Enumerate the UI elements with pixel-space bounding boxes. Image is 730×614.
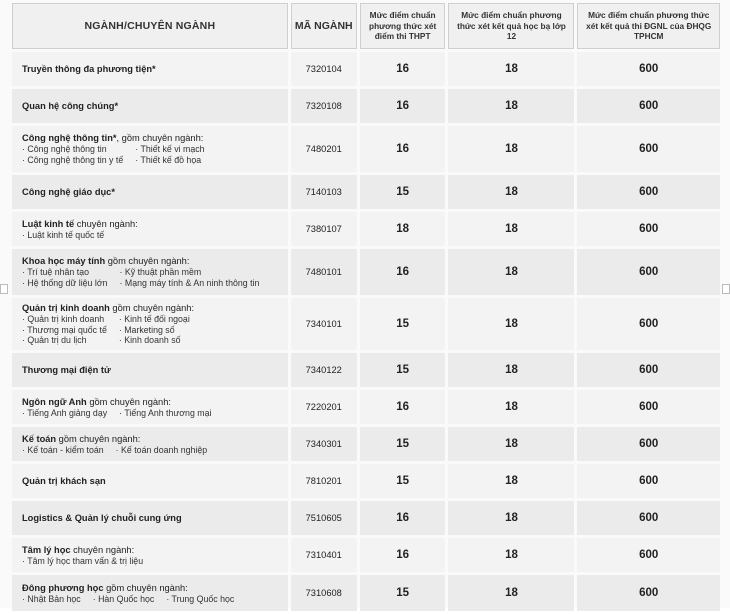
table-row <box>12 52 720 86</box>
score-thpt: 15 <box>360 353 446 387</box>
major-suffix: gồm chuyên ngành: <box>109 303 195 314</box>
specialization-list <box>22 445 288 456</box>
score-hocba: 18 <box>448 390 574 424</box>
specialization-list <box>22 556 288 567</box>
score-thpt: 16 <box>360 52 446 86</box>
table-row <box>12 538 720 572</box>
specialization-list <box>22 267 288 288</box>
major-code: 7480101 <box>291 249 357 295</box>
score-dgnl: 600 <box>577 52 720 86</box>
score-thpt: 16 <box>360 501 446 535</box>
header-code: MÃ NGÀNH <box>291 3 357 49</box>
header-major: NGÀNH/CHUYÊN NGÀNH <box>12 3 288 49</box>
table-row <box>12 126 720 172</box>
specialization-item: · Tâm lý học tham vấn & trị liệu <box>22 556 143 567</box>
major-title: Khoa học máy tính <box>22 256 106 267</box>
specialization-item: · Quản trị kinh doanh <box>22 314 107 325</box>
major-heading <box>22 132 288 144</box>
score-dgnl: 600 <box>577 175 720 209</box>
major-title: Kế toán <box>22 433 57 444</box>
score-dgnl: 600 <box>577 464 720 498</box>
score-hocba: 18 <box>448 538 574 572</box>
major-cell <box>12 175 288 209</box>
major-heading <box>22 364 288 376</box>
score-thpt: 15 <box>360 298 446 350</box>
major-title: Ngôn ngữ Anh <box>22 396 87 407</box>
specialization-item: · Công nghệ thông tin y tế <box>22 155 123 166</box>
major-title: Luật kinh tế <box>22 218 75 229</box>
major-cell <box>12 464 288 498</box>
specialization-item: · Công nghệ thông tin <box>22 144 123 155</box>
score-thpt: 16 <box>360 89 446 123</box>
major-title: Quản trị khách sạn <box>22 476 106 486</box>
header-row <box>12 3 720 49</box>
score-hocba: 18 <box>448 464 574 498</box>
major-code: 7810201 <box>291 464 357 498</box>
score-hocba: 18 <box>448 427 574 461</box>
specialization-item: · Hàn Quốc học <box>93 594 155 605</box>
specialization-item: · Nhật Bản học <box>22 594 81 605</box>
major-code: 7340122 <box>291 353 357 387</box>
major-cell <box>12 212 288 246</box>
score-thpt: 15 <box>360 175 446 209</box>
major-heading <box>22 218 288 230</box>
crop-handle-right <box>722 284 730 294</box>
table-row <box>12 249 720 295</box>
table-row <box>12 464 720 498</box>
specialization-item: · Trung Quốc học <box>166 594 234 605</box>
specialization-item: · Kỹ thuật phần mềm <box>120 267 260 278</box>
score-thpt: 16 <box>360 126 446 172</box>
specialization-list <box>22 408 288 419</box>
score-hocba: 18 <box>448 249 574 295</box>
major-cell <box>12 390 288 424</box>
specialization-item: · Tiếng Anh giảng dạy <box>22 408 107 419</box>
major-title: Công nghệ giáo dục* <box>22 187 115 197</box>
specialization-list <box>22 314 288 346</box>
score-thpt: 15 <box>360 464 446 498</box>
score-dgnl: 600 <box>577 89 720 123</box>
specialization-item: · Marketing số <box>119 325 190 336</box>
major-suffix: gồm chuyên ngành: <box>103 582 188 593</box>
specialization-item: · Tiếng Anh thương mại <box>119 408 211 419</box>
specialization-item: · Quản trị du lịch <box>22 335 107 346</box>
major-code: 7320108 <box>291 89 357 123</box>
major-suffix: chuyên ngành: <box>74 218 138 229</box>
major-cell <box>12 575 288 611</box>
score-hocba: 18 <box>448 52 574 86</box>
major-heading <box>22 255 288 267</box>
major-heading <box>22 100 288 112</box>
table-row <box>12 212 720 246</box>
table-row <box>12 575 720 611</box>
major-cell <box>12 427 288 461</box>
major-code: 7310401 <box>291 538 357 572</box>
score-dgnl: 600 <box>577 501 720 535</box>
major-heading <box>22 433 288 445</box>
major-code: 7140103 <box>291 175 357 209</box>
major-cell <box>12 501 288 535</box>
specialization-item: · Hệ thống dữ liệu lớn <box>22 278 108 289</box>
major-code: 7380107 <box>291 212 357 246</box>
score-hocba: 18 <box>448 89 574 123</box>
table-body <box>12 52 720 611</box>
specialization-item: · Kinh doanh số <box>119 335 190 346</box>
major-cell <box>12 52 288 86</box>
major-suffix: chuyên ngành: <box>70 544 135 555</box>
score-dgnl: 600 <box>577 538 720 572</box>
major-code: 7220201 <box>291 390 357 424</box>
score-thpt: 16 <box>360 249 446 295</box>
score-thpt: 16 <box>360 390 446 424</box>
major-title: Đông phương học <box>22 582 104 593</box>
major-heading <box>22 582 288 594</box>
score-thpt: 15 <box>360 575 446 611</box>
major-code: 7310608 <box>291 575 357 611</box>
major-title: Tâm lý học <box>22 544 71 555</box>
major-title: Truyền thông đa phương tiện* <box>22 64 156 74</box>
major-code: 7340301 <box>291 427 357 461</box>
score-dgnl: 600 <box>577 390 720 424</box>
major-cell <box>12 298 288 350</box>
major-cell <box>12 126 288 172</box>
major-title: Quản trị kinh doanh <box>22 303 110 314</box>
header-hocba: Mức điểm chuẩn phương thức xét kết quả học bạ lớp 12 <box>448 3 574 49</box>
score-thpt: 16 <box>360 538 446 572</box>
major-heading <box>22 302 288 314</box>
major-heading <box>22 544 288 556</box>
major-suffix: gồm chuyên ngành: <box>56 433 141 444</box>
major-cell <box>12 249 288 295</box>
specialization-list <box>22 594 288 605</box>
score-hocba: 18 <box>448 353 574 387</box>
score-dgnl: 600 <box>577 126 720 172</box>
specialization-item: · Mạng máy tính & An ninh thông tin <box>120 278 260 289</box>
score-dgnl: 600 <box>577 353 720 387</box>
major-title: Logistics & Quản lý chuỗi cung ứng <box>22 513 182 523</box>
score-dgnl: 600 <box>577 249 720 295</box>
major-heading <box>22 63 288 75</box>
table-row <box>12 427 720 461</box>
major-cell <box>12 353 288 387</box>
score-hocba: 18 <box>448 175 574 209</box>
specialization-item: · Luật kinh tế quốc tế <box>22 230 104 241</box>
header-dgnl: Mức điểm chuẩn phương thức xét kết quả thi ĐGNL của ĐHQG TPHCM <box>577 3 720 49</box>
table-row <box>12 89 720 123</box>
major-suffix: gồm chuyên ngành: <box>105 256 190 267</box>
score-dgnl: 600 <box>577 575 720 611</box>
major-cell <box>12 89 288 123</box>
major-suffix: gồm chuyên ngành: <box>86 396 171 407</box>
score-hocba: 18 <box>448 501 574 535</box>
specialization-list <box>22 144 288 165</box>
table-row <box>12 175 720 209</box>
table-row <box>12 353 720 387</box>
major-title: Quan hệ công chúng* <box>22 101 119 111</box>
major-code: 7480201 <box>291 126 357 172</box>
specialization-item: · Kế toán - kiểm toán <box>22 445 104 456</box>
admission-score-table <box>9 0 723 614</box>
specialization-item: · Kế toán doanh nghiệp <box>116 445 207 456</box>
specialization-item: · Kinh tế đối ngoại <box>119 314 190 325</box>
score-hocba: 18 <box>448 298 574 350</box>
score-dgnl: 600 <box>577 298 720 350</box>
major-title: Công nghệ thông tin* <box>22 133 117 144</box>
specialization-item: · Thiết kế đồ họa <box>135 155 204 166</box>
score-hocba: 18 <box>448 575 574 611</box>
table-row <box>12 501 720 535</box>
specialization-item: · Thiết kế vi mạch <box>135 144 204 155</box>
major-title: Thương mại điện tử <box>22 365 111 375</box>
major-heading <box>22 186 288 198</box>
major-heading <box>22 396 288 408</box>
score-dgnl: 600 <box>577 212 720 246</box>
major-suffix: , gồm chuyên ngành: <box>116 133 204 144</box>
header-thpt: Mức điểm chuẩn phương thức xét điểm thi THPT <box>360 3 446 49</box>
crop-handle-left <box>0 284 8 294</box>
table-row <box>12 298 720 350</box>
major-cell <box>12 538 288 572</box>
major-code: 7320104 <box>291 52 357 86</box>
score-hocba: 18 <box>448 126 574 172</box>
major-code: 7510605 <box>291 501 357 535</box>
major-heading <box>22 512 288 524</box>
specialization-item: · Thương mại quốc tế <box>22 325 107 336</box>
major-code: 7340101 <box>291 298 357 350</box>
table-row <box>12 390 720 424</box>
score-dgnl: 600 <box>577 427 720 461</box>
specialization-item: · Trí tuệ nhân tạo <box>22 267 108 278</box>
specialization-list <box>22 230 288 241</box>
score-hocba: 18 <box>448 212 574 246</box>
score-thpt: 15 <box>360 427 446 461</box>
score-thpt: 18 <box>360 212 446 246</box>
major-heading <box>22 475 288 487</box>
